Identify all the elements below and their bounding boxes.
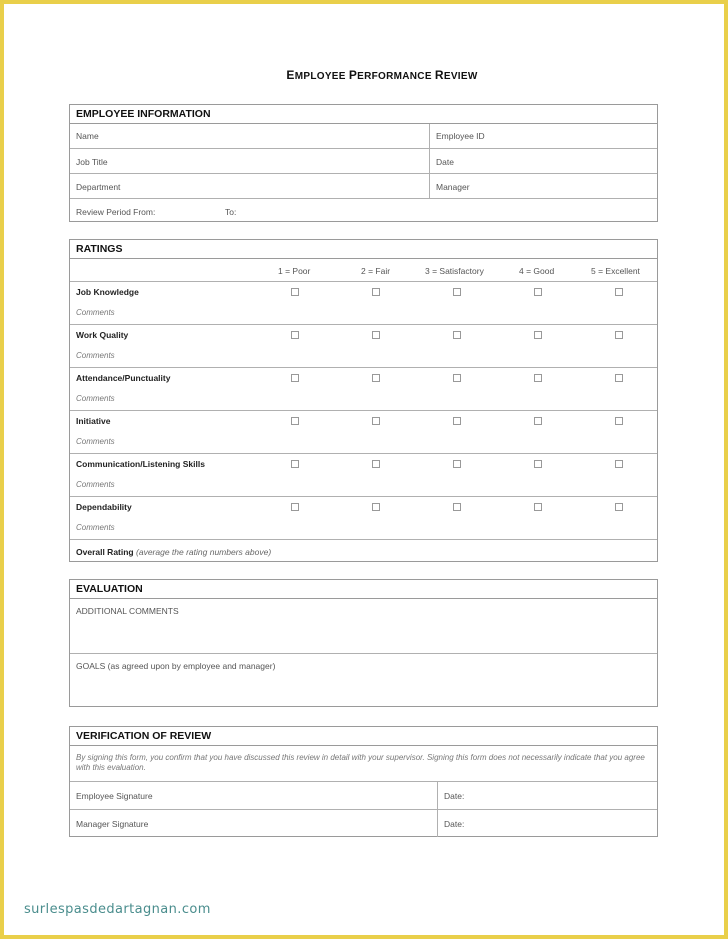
criterion-row [70, 282, 657, 325]
criterion-comments[interactable]: Comments [76, 523, 115, 532]
review-period-to-field[interactable]: To: [225, 207, 237, 217]
rating-checkbox-1[interactable] [291, 460, 299, 468]
rating-checkbox-5[interactable] [615, 503, 623, 511]
rating-checkbox-3[interactable] [453, 288, 461, 296]
employee-information-section [69, 104, 658, 222]
criterion-label: Communication/Listening Skills [76, 459, 205, 469]
manager-signature-field[interactable]: Manager Signature [76, 819, 149, 829]
rating-checkbox-5[interactable] [615, 417, 623, 425]
verification-section [69, 726, 658, 837]
overall-rating-label: Overall Rating [76, 547, 134, 557]
overall-rating-row [70, 540, 657, 564]
page-title: EMPLOYEE PERFORMANCE REVIEW [286, 68, 478, 82]
criterion-comments[interactable]: Comments [76, 308, 115, 317]
rating-checkbox-4[interactable] [534, 288, 542, 296]
criterion-row [70, 325, 657, 368]
criterion-label: Job Knowledge [76, 287, 139, 297]
rating-scale-row [70, 259, 657, 282]
rating-checkbox-1[interactable] [291, 331, 299, 339]
name-row [70, 124, 657, 149]
evaluation-section [69, 579, 658, 707]
rating-checkbox-2[interactable] [372, 374, 380, 382]
rating-checkbox-2[interactable] [372, 460, 380, 468]
criterion-comments[interactable]: Comments [76, 351, 115, 360]
evaluation-heading: EVALUATION [70, 580, 657, 599]
rating-checkbox-4[interactable] [534, 374, 542, 382]
employee-id-field[interactable]: Employee ID [436, 131, 485, 141]
rating-checkbox-4[interactable] [534, 331, 542, 339]
rating-checkbox-3[interactable] [453, 417, 461, 425]
department-field[interactable]: Department [76, 182, 121, 192]
verification-statement: By signing this form, you confirm that you have discussed this review in detail with your supervisor. Signing this form does not necessarily indicate that you agree with this evaluation. [76, 753, 645, 772]
rating-checkbox-2[interactable] [372, 417, 380, 425]
rating-checkbox-4[interactable] [534, 460, 542, 468]
department-row [70, 174, 657, 199]
rating-checkbox-4[interactable] [534, 417, 542, 425]
rating-checkbox-5[interactable] [615, 374, 623, 382]
employee-information-heading: EMPLOYEE INFORMATION [70, 105, 657, 124]
additional-comments-field[interactable]: ADDITIONAL COMMENTS [76, 606, 179, 616]
overall-rating-note: (average the rating numbers above) [136, 547, 272, 557]
verification-heading: VERIFICATION OF REVIEW [70, 727, 657, 746]
review-period-row [70, 199, 657, 224]
goals-field[interactable]: GOALS (as agreed upon by employee and manager) [76, 661, 276, 671]
document-page [4, 4, 724, 935]
manager-signature-row [70, 810, 657, 837]
scale-label-satisfactory: 3 = Satisfactory [425, 266, 484, 276]
criterion-row [70, 497, 657, 540]
goals-row [70, 654, 657, 708]
scale-label-poor: 1 = Poor [278, 266, 311, 276]
rating-checkbox-3[interactable] [453, 460, 461, 468]
rating-checkbox-3[interactable] [453, 331, 461, 339]
ratings-section [69, 239, 658, 562]
rating-checkbox-2[interactable] [372, 288, 380, 296]
criterion-comments[interactable]: Comments [76, 394, 115, 403]
rating-checkbox-2[interactable] [372, 503, 380, 511]
criterion-comments[interactable]: Comments [76, 437, 115, 446]
additional-comments-row [70, 599, 657, 654]
criterion-row [70, 368, 657, 411]
criterion-label: Attendance/Punctuality [76, 373, 171, 383]
rating-checkbox-5[interactable] [615, 288, 623, 296]
rating-checkbox-5[interactable] [615, 460, 623, 468]
verification-statement-row [70, 746, 657, 782]
criterion-row [70, 411, 657, 454]
criterion-label: Work Quality [76, 330, 129, 340]
criterion-row [70, 454, 657, 497]
review-period-from-field[interactable]: Review Period From: [76, 207, 156, 217]
manager-signature-date-field[interactable]: Date: [444, 819, 465, 829]
scale-label-fair: 2 = Fair [361, 266, 391, 276]
criterion-label: Dependability [76, 502, 132, 512]
rating-checkbox-3[interactable] [453, 374, 461, 382]
watermark: surlespasdedartagnan.com [24, 902, 211, 917]
criterion-label: Initiative [76, 416, 111, 426]
rating-checkbox-1[interactable] [291, 288, 299, 296]
criterion-comments[interactable]: Comments [76, 480, 115, 489]
ratings-heading: RATINGS [70, 240, 657, 259]
name-field[interactable]: Name [76, 131, 99, 141]
rating-checkbox-1[interactable] [291, 374, 299, 382]
scale-label-excellent: 5 = Excellent [591, 266, 640, 276]
employee-signature-date-field[interactable]: Date: [444, 791, 465, 801]
rating-checkbox-1[interactable] [291, 503, 299, 511]
rating-checkbox-2[interactable] [372, 331, 380, 339]
rating-checkbox-1[interactable] [291, 417, 299, 425]
date-field[interactable]: Date [436, 157, 454, 167]
rating-checkbox-5[interactable] [615, 331, 623, 339]
rating-checkbox-3[interactable] [453, 503, 461, 511]
scale-label-good: 4 = Good [519, 266, 555, 276]
manager-field[interactable]: Manager [436, 182, 470, 192]
rating-checkbox-4[interactable] [534, 503, 542, 511]
employee-signature-field[interactable]: Employee Signature [76, 791, 153, 801]
employee-signature-row [70, 782, 657, 810]
job-title-row [70, 149, 657, 174]
job-title-field[interactable]: Job Title [76, 157, 108, 167]
